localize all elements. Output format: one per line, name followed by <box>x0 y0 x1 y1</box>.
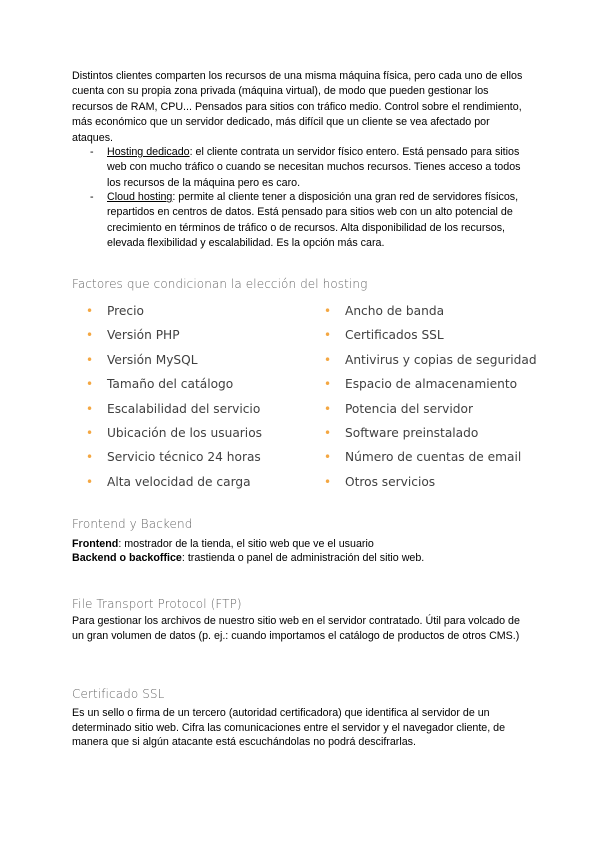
bullet-icon: • <box>86 328 94 343</box>
bullet-icon: • <box>324 304 332 318</box>
document-page: Distintos clientes comparten los recursos de una misma máquina física, pero cada uno de ellos cuenta con su propia zona privada (máquina virtual), de modo que pueden gestionar los recursos de RAM, CPU... Pensados para sitios con tráfico medio. Control sobre el rendimiento, más económico que un servidor dedicado, más difícil que un cliente se vea afectado por ataques. - Hosting dedicado: el cliente contrata un servidor físico entero. Está pensado para sitios web con mucho tráfico o cuando se necesitan muchos recursos. Tienes acceso a todos los recursos de la máquina pero es caro. - Cloud hosting: permite al cliente tener a disposición una gran red de servidores físicos, repartidos en centros de datos. Está pensado para sitios web con un alto potencial de crecimiento en términos de tráfico o de recursos. Alta disponibilidad de los recursos, elevada flexibilidad y escalabilidad. Es la opción más cara. Factores que condicionan la elección del hosting • Precio • Versión PHP • Versión MySQL • Tamaño del catálogo • Escalabilidad del servicio • Ubicación de los usuarios • Servicio técnico 24 horas • Alta velocidad de carga • Ancho de banda • Certificados SSL • Antivirus y copias de seguridad • Espacio de almacenamiento • Potencia del servidor • Software preinstalado • Número de cuentas de email • Otros servicios Frontend y Backend Frontend: mostrador de la tienda, el sitio web que ve el usuario Backend o backoffice: trastienda o panel de administración del sitio web. File Transport Protocol (FTP) Para gestionar los archivos de nuestro sitio web en el servidor contratado. Útil para volcado de un gran volumen de datos (p. ej.: cuando importamos el catálogo de productos de otros CMS.) Certificado SSL Es un sello o firma de un tercero (autoridad certificadora) que identifica al servidor de un determinado sitio web. Cifra las comunicaciones entre el servidor y el navegador cliente, de manera que si algún atacante está escuchándolas no podrá descifrarlas. <box>72 70 537 749</box>
ssl-paragraph: Es un sello o firma de un tercero (autoridad certificadora) que identifica al servidor de un determinado sitio web. Cifra las comunicaciones entre el servidor y el navegador cliente, de manera que si algún atacante está escuchándolas no podrá descifrarlas. <box>72 707 506 749</box>
bullet-icon: • <box>324 474 332 489</box>
bullet-icon: • <box>86 450 94 465</box>
definition-cloud-hosting: : permite al cliente tener a disposición una gran red de servidores físicos, repartidos en centros de datos. Está pensado para sitios web con un alto potencial de crecimiento en términos de tráfico o de recursos. Alta disponibilidad de los recursos, elevada flexibilidad y escalabilidad. Es la opción más cara. <box>107 191 519 250</box>
dash-item-text <box>107 145 530 191</box>
intro-paragraph: Distintos clientes comparten los recursos de una misma máquina física, pero cada uno de ellos cuenta con su propia zona privada (máquina virtual), de modo que pueden gestionar los recursos de RAM, CPU... Pensados para sitios con tráfico medio. Control sobre el rendimiento, más económico que un servidor dedicado, más difícil que un cliente se vea afectado por ataques. <box>72 70 523 144</box>
term-hosting-dedicado: Hosting dedicado <box>107 146 190 158</box>
bullet-icon: • <box>324 425 332 440</box>
bullet-icon: • <box>86 304 94 318</box>
bullet-icon: • <box>86 425 94 440</box>
dash-item-cloud-hosting <box>90 190 530 252</box>
dash-marker: - <box>90 191 94 203</box>
bullet-icon: • <box>324 450 332 465</box>
dash-item-hosting-dedicado <box>90 145 530 191</box>
bullet-icon: • <box>86 377 94 392</box>
ftp-heading: File Transport Protocol (FTP) <box>72 597 242 611</box>
definition-hosting-dedicado: : el cliente contrata un servidor físico entero. Está pensado para sitios web con mucho tráfico o cuando se necesitan muchos recursos. Tienes acceso a todos los recursos de la máquina pero es caro. <box>107 146 521 189</box>
frontend-definition: Frontend: mostrador de la tienda, el sitio web que ve el usuario <box>72 538 374 550</box>
bullet-icon: • <box>324 328 332 343</box>
bullet-icon: • <box>86 352 94 367</box>
bullet-icon: • <box>324 401 332 416</box>
bullet-icon: • <box>324 352 332 367</box>
bullet-icon: • <box>324 377 332 392</box>
backend-definition: Backend o backoffice: trastienda o panel de administración del sitio web. <box>72 552 425 564</box>
bullet-icon: • <box>86 401 94 416</box>
factors-heading: Factores que condicionan la elección del hosting <box>72 277 368 291</box>
term-cloud-hosting: Cloud hosting <box>107 191 173 203</box>
frontend-backend-heading: Frontend y Backend <box>72 517 193 531</box>
dash-marker: - <box>90 146 94 158</box>
ssl-heading: Certificado SSL <box>72 687 165 701</box>
frontend-term: Frontend <box>72 538 119 550</box>
backend-term: Backend o backoffice <box>72 552 182 564</box>
bullet-icon: • <box>86 474 94 489</box>
ftp-paragraph: Para gestionar los archivos de nuestro sitio web en el servidor contratado. Útil para volcado de un gran volumen de datos (p. ej.: cuando importamos el catálogo de productos de otros CMS.) <box>72 615 520 642</box>
dash-item-text <box>107 190 530 252</box>
